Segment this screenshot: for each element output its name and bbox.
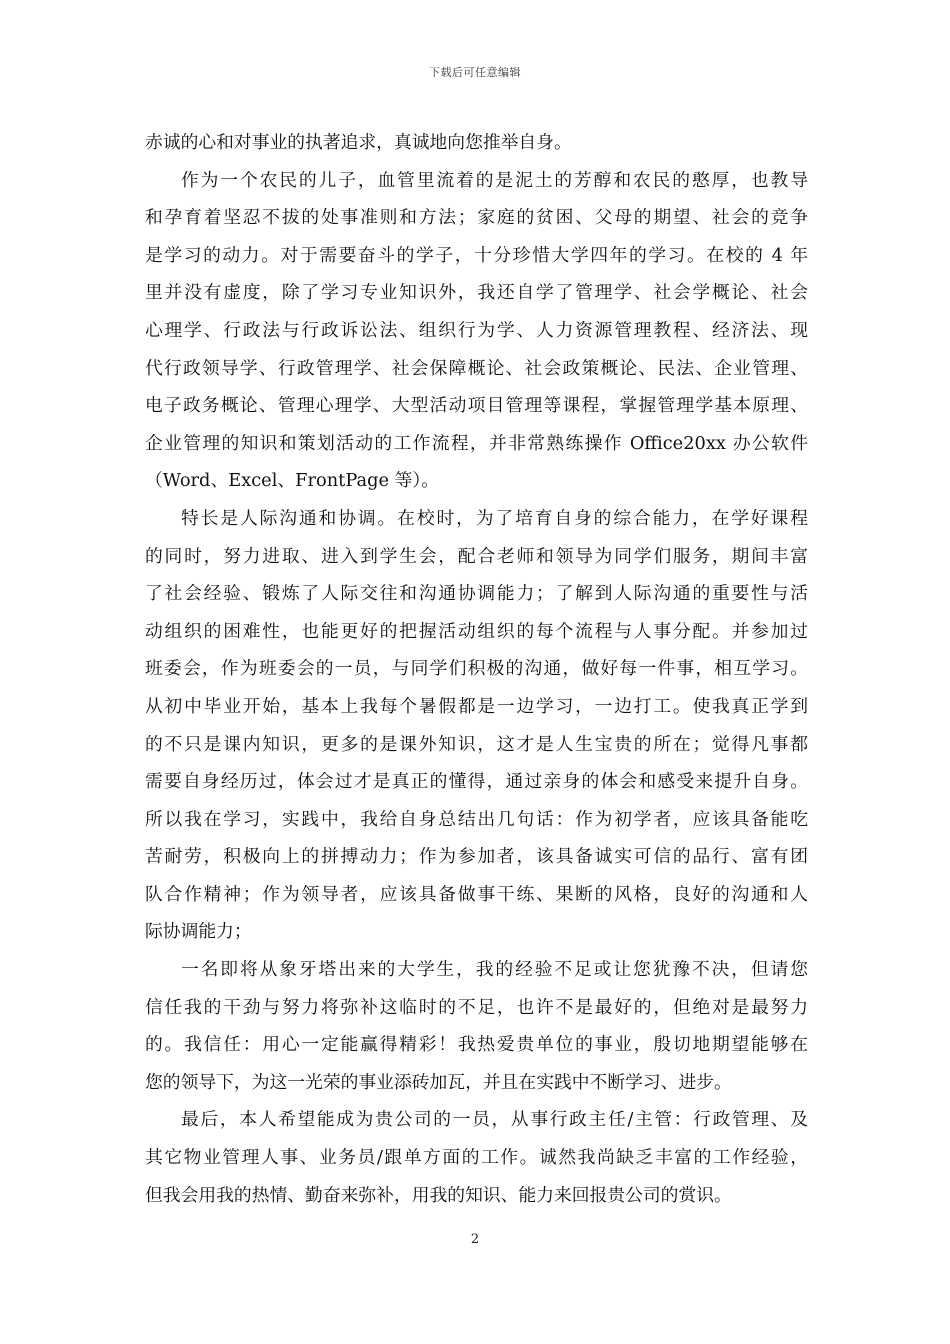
text-line: 您的领导下，为这一光荣的事业添砖加瓦，并且在实践中不断学习、进步。	[145, 1071, 732, 1093]
text-line: 企业管理的知识和策划活动的工作流程，并非常熟练操作 Office20xx 办公软件	[145, 432, 808, 454]
text-line: 最后，本人希望能成为贵公司的一员，从事行政主任/主管：行政管理、及	[181, 1109, 808, 1131]
page-number: 2	[470, 1232, 480, 1247]
text-line: 队合作精神；作为领导者，应该具备做事干练、果断的风格，良好的沟通和人	[145, 883, 808, 905]
text-line: 苦耐劳，积极向上的拼搏动力；作为参加者，该具备诚实可信的品行、富有团	[145, 846, 808, 868]
text-line: 但我会用我的热情、勤奋来弥补，用我的知识、能力来回报贵公司的赏识。	[145, 1184, 732, 1206]
text-line: 一名即将从象牙塔出来的大学生，我的经验不足或让您犹豫不决，但请您	[181, 959, 808, 981]
paragraph	[145, 124, 808, 162]
text-line: 需要自身经历过，体会过才是真正的懂得，通过亲身的体会和感受来提升自身。	[145, 771, 808, 793]
text-line: 电子政务概论、管理心理学、大型活动项目管理等课程，掌握管理学基本原理、	[145, 395, 808, 417]
text-line: 了社会经验、锻炼了人际交往和沟通协调能力；了解到人际沟通的重要性与活	[145, 583, 808, 605]
text-line: 是学习的动力。对于需要奋斗的学子，十分珍惜大学四年的学习。在校的 4 年	[145, 244, 808, 266]
text-line: （Word、Excel、FrontPage 等）。	[145, 470, 440, 492]
text-line: 和孕育着坚忍不拔的处事准则和方法；家庭的贫困、父母的期望、社会的竞争	[145, 207, 808, 229]
document-body	[145, 124, 808, 1214]
text-line: 所以我在学习，实践中，我给自身总结出几句话：作为初学者，应该具备能吃	[145, 808, 808, 830]
text-line: 赤诚的心和对事业的执著追求，真诚地向您推举自身。	[145, 132, 572, 153]
text-line: 代行政领导学、行政管理学、社会保障概论、社会政策概论、民法、企业管理、	[145, 357, 808, 379]
text-line: 际协调能力；	[145, 921, 252, 943]
text-line: 其它物业管理人事、业务员/跟单方面的工作。诚然我尚缺乏丰富的工作经验，	[145, 1147, 808, 1169]
text-line: 特长是人际沟通和协调。在校时，为了培育自身的综合能力，在学好课程	[181, 507, 808, 529]
text-line: 的不只是课内知识，更多的是课外知识，这才是人生宝贵的所在；觉得凡事都	[145, 733, 808, 755]
text-line: 的。我信任：用心一定能赢得精彩！我热爱贵单位的事业，殷切地期望能够在	[145, 1034, 808, 1056]
text-line: 班委会，作为班委会的一员，与同学们积极的沟通，做好每一件事，相互学习。	[145, 658, 808, 680]
text-line: 信任我的干劲与努力将弥补这临时的不足，也许不是最好的，但绝对是最努力	[145, 996, 808, 1018]
text-line: 心理学、行政法与行政诉讼法、组织行为学、人力资源管理教程、经济法、现	[145, 319, 808, 341]
paragraph	[145, 500, 808, 951]
text-line: 里并没有虚度，除了学习专业知识外，我还自学了管理学、社会学概论、社会	[145, 282, 808, 304]
page-header: 下载后可任意编辑	[429, 66, 521, 79]
text-line: 动组织的困难性，也能更好的把握活动组织的每个流程与人事分配。并参加过	[145, 620, 808, 642]
text-line: 作为一个农民的儿子，血管里流着的是泥土的芳醇和农民的憨厚，也教导	[181, 169, 808, 191]
paragraph	[145, 951, 808, 1101]
paragraph	[145, 1101, 808, 1214]
paragraph	[145, 162, 808, 500]
text-line: 的同时，努力进取、进入到学生会，配合老师和领导为同学们服务，期间丰富	[145, 545, 808, 567]
text-line: 从初中毕业开始，基本上我每个暑假都是一边学习，一边打工。使我真正学到	[145, 695, 808, 717]
